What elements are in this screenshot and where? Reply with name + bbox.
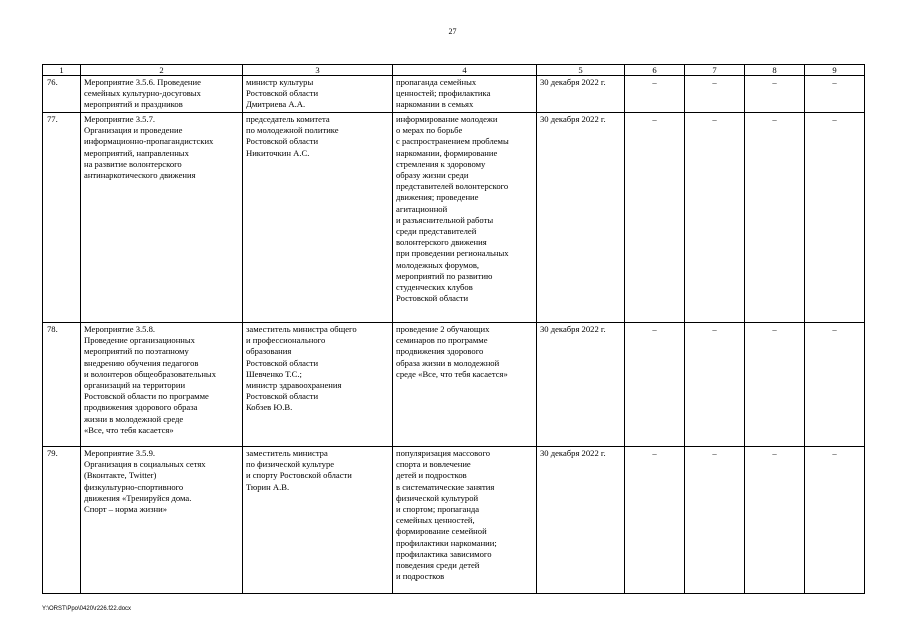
value-cell: – bbox=[745, 113, 805, 323]
row-number: 79. bbox=[43, 447, 81, 594]
date-cell: 30 декабря 2022 г. bbox=[537, 323, 625, 447]
row-number: 76. bbox=[43, 76, 81, 113]
event-cell: Мероприятие 3.5.8. Проведение организационных мероприятий по поэтапному внедрению обучения педагогов и волонтеров общеобразовательных организаций на территории Ростовской области по программе продвижения здорового образа жизни в молодежной среде «Все, что тебя касается» bbox=[81, 323, 243, 447]
date-cell: 30 декабря 2022 г. bbox=[537, 447, 625, 594]
table-row bbox=[43, 113, 865, 323]
header-row bbox=[43, 65, 865, 76]
responsible-cell: председатель комитета по молодежной политике Ростовской области Никиточкин А.С. bbox=[243, 113, 393, 323]
value-cell: – bbox=[805, 76, 865, 113]
row-number: 78. bbox=[43, 323, 81, 447]
value-cell: – bbox=[805, 113, 865, 323]
header-cell: 5 bbox=[537, 65, 625, 76]
table-row bbox=[43, 76, 865, 113]
header-cell: 3 bbox=[243, 65, 393, 76]
value-cell: – bbox=[625, 113, 685, 323]
value-cell: – bbox=[805, 323, 865, 447]
value-cell: – bbox=[805, 447, 865, 594]
table-row bbox=[43, 323, 865, 447]
value-cell: – bbox=[745, 323, 805, 447]
header-cell: 8 bbox=[745, 65, 805, 76]
responsible-cell: заместитель министра по физической культуре и спорту Ростовской области Тюрин А.В. bbox=[243, 447, 393, 594]
value-cell: – bbox=[625, 76, 685, 113]
value-cell: – bbox=[745, 447, 805, 594]
event-cell: Мероприятие 3.5.7. Организация и проведение информационно-пропагандистских мероприятий, направленных на развитие волонтерского антинаркотического движения bbox=[81, 113, 243, 323]
value-cell: – bbox=[685, 113, 745, 323]
event-cell: Мероприятие 3.5.9. Организация в социальных сетях (Вконтакте, Twitter) физкультурно-спортивного движения «Тренируйся дома. Спорт – норма жизни» bbox=[81, 447, 243, 594]
table-row bbox=[43, 447, 865, 594]
result-cell: пропаганда семейных ценностей; профилактика наркомании в семьях bbox=[393, 76, 537, 113]
event-cell: Мероприятие 3.5.6. Проведение семейных культурно-досуговых мероприятий и праздников bbox=[81, 76, 243, 113]
result-cell: проведение 2 обучающих семинаров по программе продвижения здорового образа жизни в молодежной среде «Все, что тебя касается» bbox=[393, 323, 537, 447]
events-table bbox=[42, 64, 865, 594]
header-cell: 1 bbox=[43, 65, 81, 76]
value-cell: – bbox=[625, 323, 685, 447]
header-cell: 6 bbox=[625, 65, 685, 76]
file-path-footer: Y:\ORST\Ppo\0420\r226.f22.docx bbox=[42, 606, 132, 612]
header-cell: 7 bbox=[685, 65, 745, 76]
date-cell: 30 декабря 2022 г. bbox=[537, 113, 625, 323]
header-cell: 4 bbox=[393, 65, 537, 76]
value-cell: – bbox=[685, 447, 745, 594]
value-cell: – bbox=[685, 323, 745, 447]
value-cell: – bbox=[745, 76, 805, 113]
result-cell: информирование молодежи о мерах по борьбе с распространением проблемы наркомании, формирование стремления к здоровому образу жизни среди представителей волонтерского движения; проведение агитационной и разъяснительной работы среди представителей волонтерского движения при проведении региональных молодежных форумов, мероприятий по развитию студенческих клубов Ростовской области bbox=[393, 113, 537, 323]
value-cell: – bbox=[685, 76, 745, 113]
result-cell: популяризация массового спорта и вовлечение детей и подростков в систематические занятия физической культурой и спортом; пропаганда семейных ценностей, формирование семейной профилактики наркомании; профилактика зависимого поведения среди детей и подростков bbox=[393, 447, 537, 594]
header-cell: 9 bbox=[805, 65, 865, 76]
responsible-cell: заместитель министра общего и профессионального образования Ростовской области Шевченко Т.С.; министр здравоохранения Ростовской области Кобзев Ю.В. bbox=[243, 323, 393, 447]
value-cell: – bbox=[625, 447, 685, 594]
row-number: 77. bbox=[43, 113, 81, 323]
responsible-cell: министр культуры Ростовской области Дмитриева А.А. bbox=[243, 76, 393, 113]
page-number: 27 bbox=[448, 27, 457, 36]
header-cell: 2 bbox=[81, 65, 243, 76]
date-cell: 30 декабря 2022 г. bbox=[537, 76, 625, 113]
